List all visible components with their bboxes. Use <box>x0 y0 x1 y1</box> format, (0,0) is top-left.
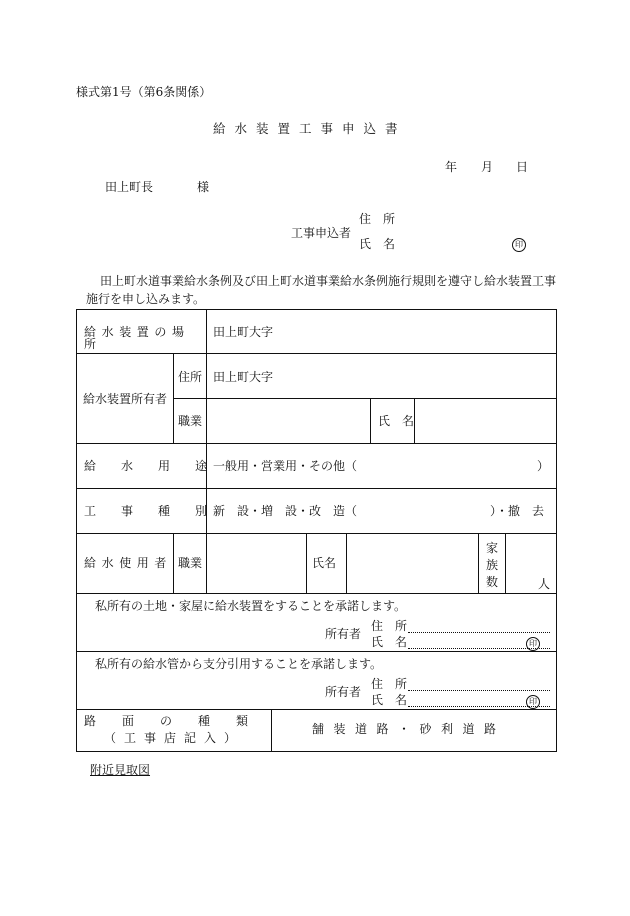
addressee-name: 田上町長 <box>105 180 154 194</box>
family-label: 家族数 <box>486 541 499 589</box>
work-type-value: 新 設・増 設・改 造（ <box>213 504 358 518</box>
usage-label: 給水用途 <box>84 459 233 473</box>
user-occupation-label: 職業 <box>178 556 203 570</box>
map-label: 附近見取図 <box>90 763 151 777</box>
usage-value: 一般用・営業用・その他（ <box>213 459 358 473</box>
applicant-name-label: 氏 名 <box>359 237 396 251</box>
seal-icon: 印 <box>526 695 540 709</box>
date-year-label: 年 <box>445 160 458 174</box>
applicant-address-label: 住 所 <box>359 212 396 226</box>
owner-address-label: 住所 <box>178 370 203 384</box>
consent2-seal <box>526 694 540 709</box>
form-id: 様式第1号（第6条関係） <box>76 85 212 99</box>
page-title: 給水装置工事申込書 <box>213 121 407 136</box>
date-month-label: 月 <box>481 160 494 174</box>
applicant-seal <box>512 237 526 252</box>
applicant-label: 工事申込者 <box>291 226 352 240</box>
consent1-address-label: 住 所 <box>371 619 408 633</box>
owner-name-label: 氏 名 <box>378 414 415 428</box>
family-unit: 人 <box>538 577 551 591</box>
owner-occupation-label: 職業 <box>178 414 203 428</box>
work-type-label: 工事種別 <box>84 504 233 518</box>
body-text-line2: 施行を申し込みます。 <box>86 292 206 306</box>
date-day-label: 日 <box>516 160 529 174</box>
body-text-line1: 田上町水道事業給水条例及び田上町水道事業給水条例施行規則を遵守し給水装置工事 <box>100 274 557 288</box>
consent1-seal <box>526 636 540 651</box>
consent1-name-label: 氏 名 <box>371 635 408 649</box>
addressee-suffix: 様 <box>197 180 210 194</box>
location-value: 田上町大字 <box>213 325 274 339</box>
location-label: 給水装置の場所 <box>84 325 190 351</box>
road-value: 舗装道路・砂利道路 <box>312 722 506 736</box>
seal-icon: 印 <box>526 637 540 651</box>
work-type-tail: ）・撤 去 <box>490 504 545 518</box>
seal-icon: 印 <box>512 238 526 252</box>
owner-address-value: 田上町大字 <box>213 370 274 384</box>
owner-label: 給水装置所有者 <box>83 392 168 406</box>
consent2-name-label: 氏 名 <box>371 693 408 707</box>
user-label: 給水使用者 <box>84 556 173 570</box>
consent2-text: 私所有の給水管から支分引用することを承諾します。 <box>95 657 383 671</box>
consent1-owner-label: 所有者 <box>325 627 362 641</box>
consent2-address-label: 住 所 <box>371 677 408 691</box>
usage-close: ） <box>537 459 550 473</box>
consent2-owner-label: 所有者 <box>325 685 362 699</box>
road-sub-label: （工事店記入） <box>104 731 245 745</box>
user-name-label: 氏名 <box>312 556 337 570</box>
road-label: 路面の種類 <box>84 714 275 728</box>
consent1-text: 私所有の土地・家屋に給水装置をすることを承諾します。 <box>95 599 407 613</box>
